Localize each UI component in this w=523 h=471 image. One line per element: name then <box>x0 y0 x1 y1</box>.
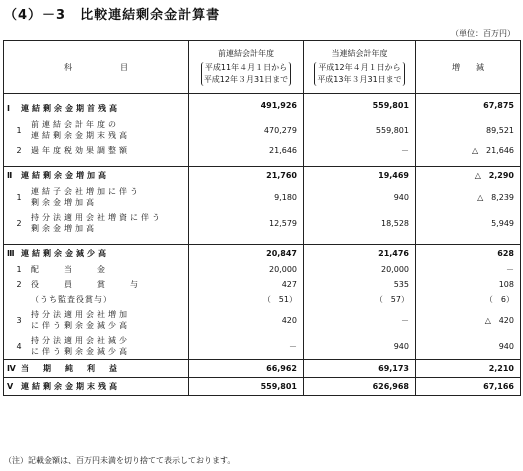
document-title: （4）－3 比較連結剰余金計算書 <box>4 8 221 23</box>
table-row: 1連結子会社増加に伴う 剰余金増加高 9,180 940 △ 8,239 <box>4 184 521 210</box>
header-difference: 増 減 <box>416 41 521 94</box>
table-row: （うち監査役賞与） （ 51） （ 57） （ 6） <box>4 292 521 307</box>
table-row: 1 配 当 金 20,000 20,000 － <box>4 262 521 277</box>
table-row: 2 過年度税効果調整額 21,646 － △ 21,646 <box>4 143 521 158</box>
table-row: Ⅳ 当 期 純 利 益 66,962 69,173 2,210 <box>4 360 521 378</box>
table-row: 2持分法適用会社増資に伴う 剰余金増加高 12,579 18,528 5,949 <box>4 210 521 236</box>
table-row: Ⅴ 連結剰余金期末残高 559,801 626,968 67,166 <box>4 378 521 396</box>
footnote: （注）記載金額は、百万円未満を切り捨てて表示しております。 <box>4 456 236 465</box>
unit-label: （単位：百万円） <box>451 29 515 38</box>
table-row: 4持分法適用会社減少 に伴う剰余金減少高 － 940 940 <box>4 333 521 360</box>
header-item: 科 目 <box>4 41 189 94</box>
table-header-row <box>4 41 521 94</box>
header-prev-year: 前連結会計年度 平成11年４月１日から 平成12年３月31日まで <box>189 41 304 94</box>
header-current-year: 当連結会計年度 平成12年４月１日から 平成13年３月31日まで <box>304 41 416 94</box>
table-row: 1前連結会計年度の 連結剰余金期末残高 470,279 559,801 89,521 <box>4 117 521 143</box>
table-row: Ⅲ 連結剰余金減少高 20,847 21,476 628 <box>4 245 521 263</box>
table-row: Ⅰ 連結剰余金期首残高 491,926 559,801 67,875 <box>4 94 521 118</box>
table-row: 2 役 員 賞 与 427 535 108 <box>4 277 521 292</box>
table-row: 3持分法適用会社増加 に伴う剰余金減少高 420 － △ 420 <box>4 307 521 333</box>
surplus-statement-table <box>3 40 521 396</box>
table-row: Ⅱ 連結剰余金増加高 21,760 19,469 △ 2,290 <box>4 167 521 185</box>
